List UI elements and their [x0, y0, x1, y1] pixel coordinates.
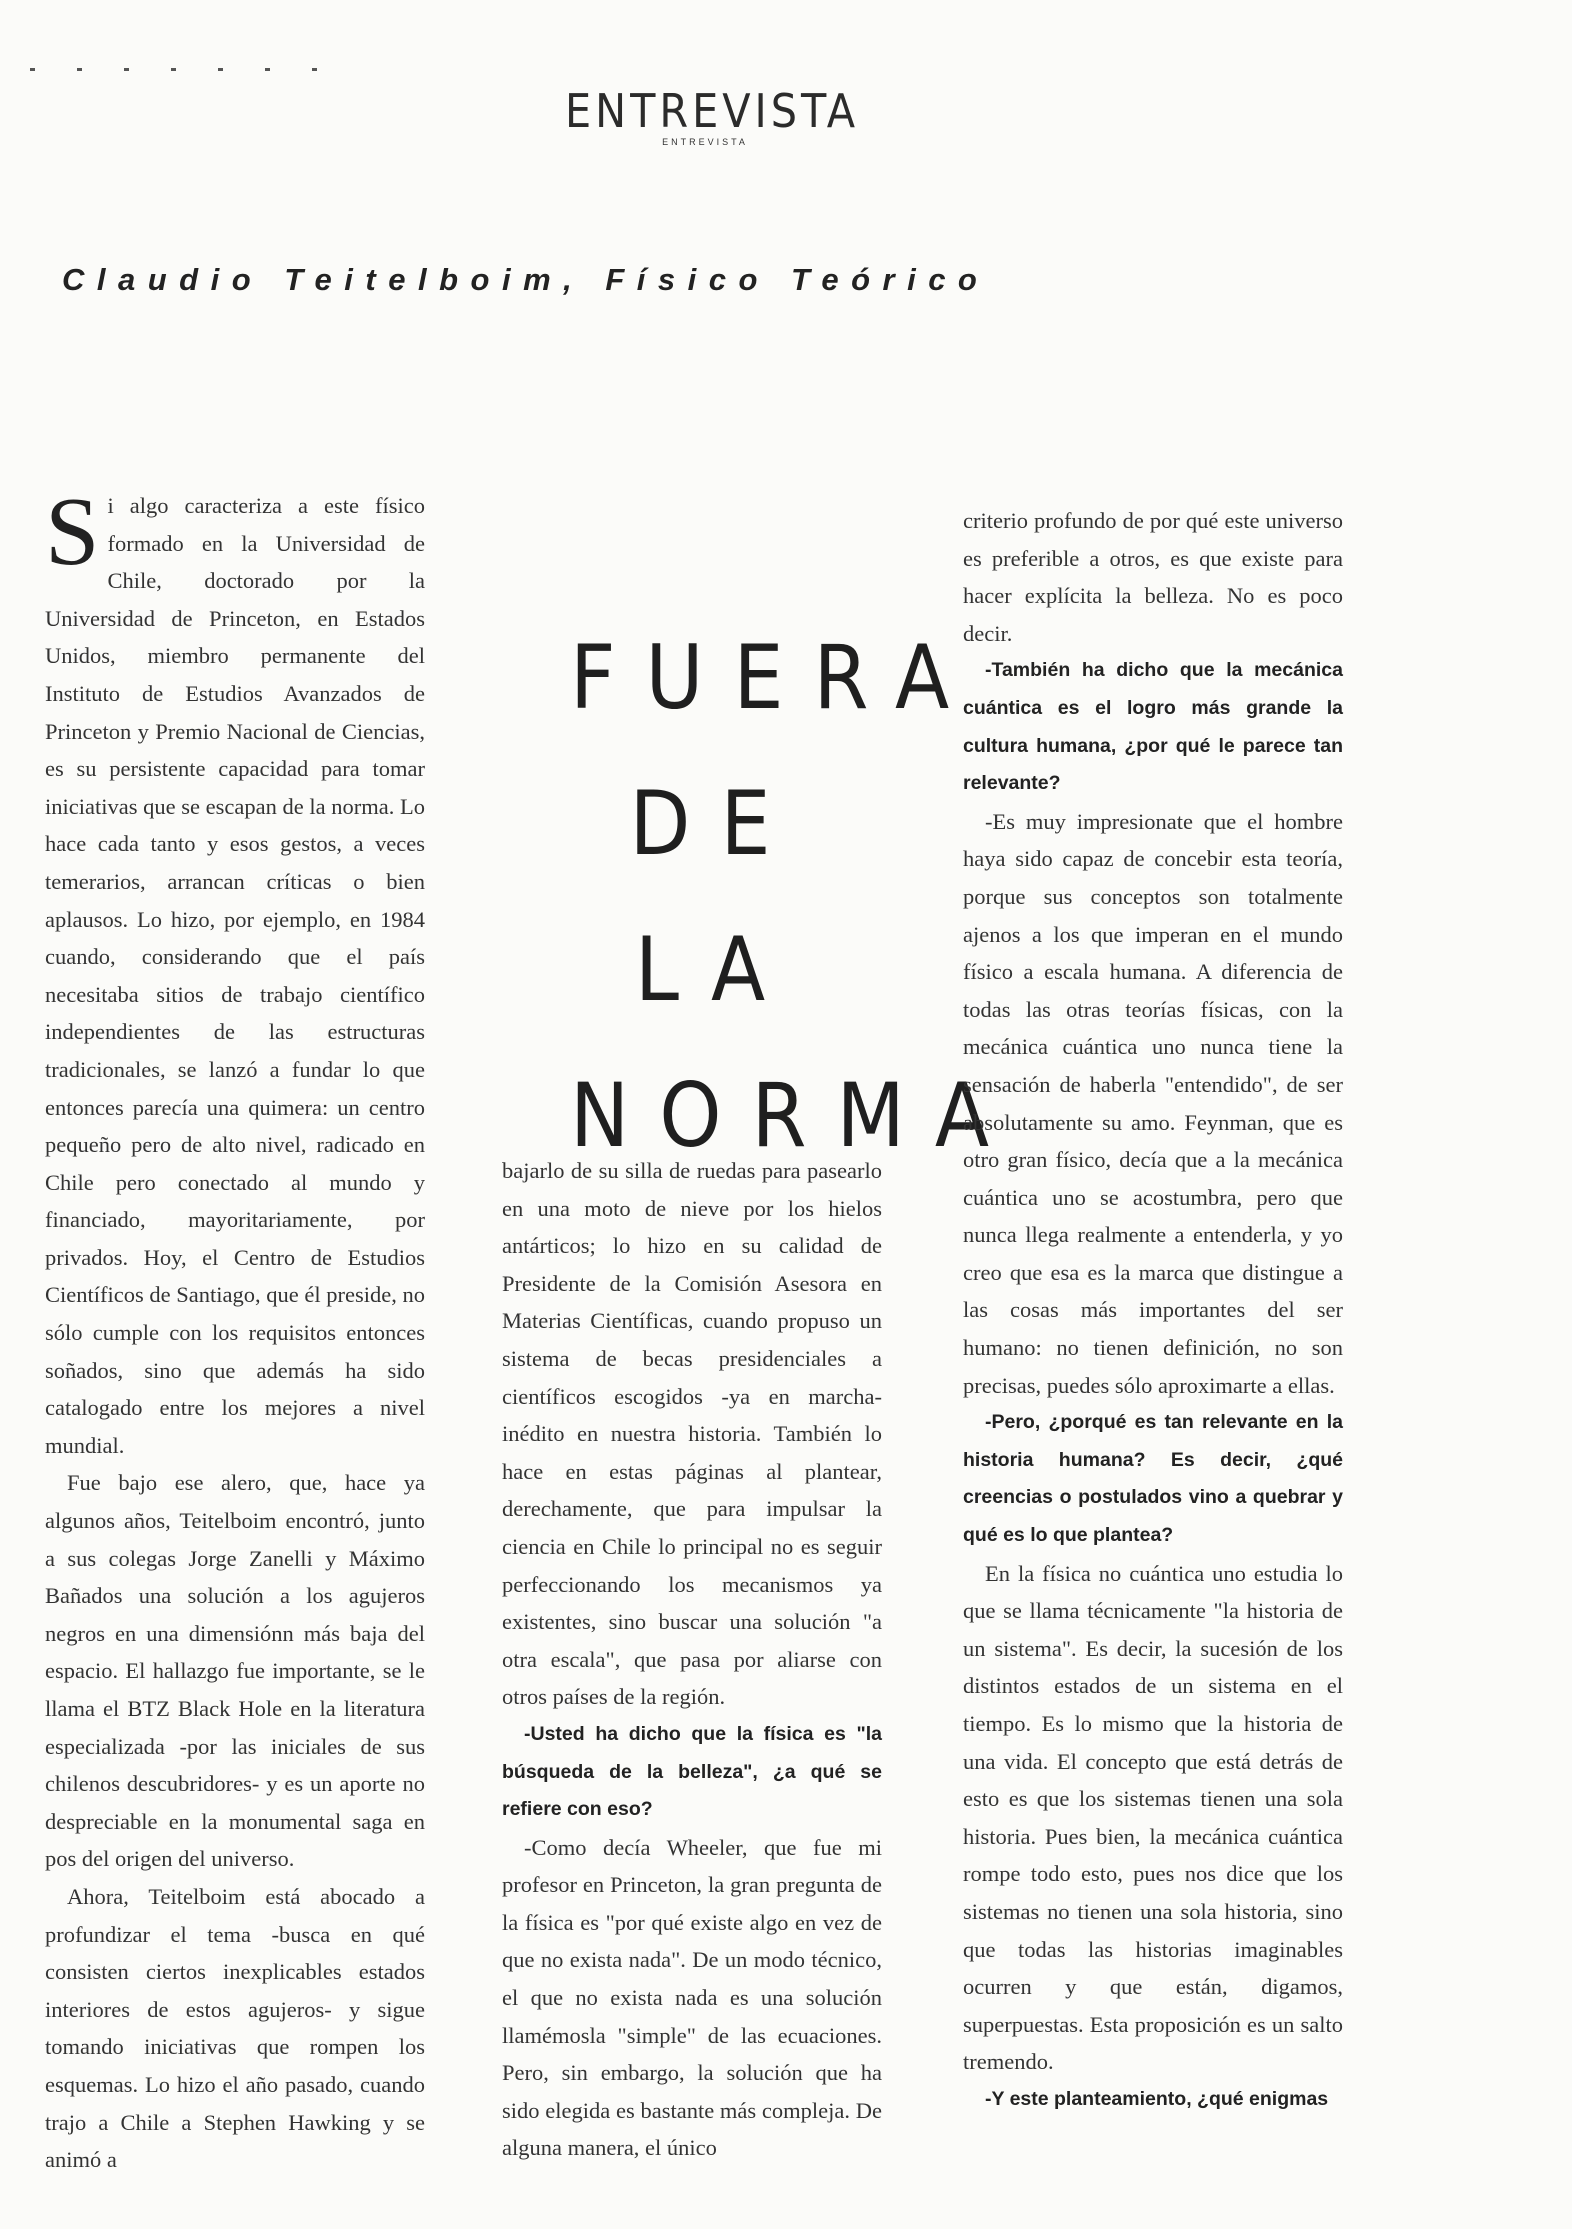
title-line-1: FUERA — [570, 626, 980, 729]
intro-paragraph-2: Fue bajo ese alero, que, hace ya algunos años, Teitelboim encontró, junto a sus colegas Jorge Zanelli y Máximo Bañados una solución a los agujeros negros en una dimensiónn más baja del espacio. El hallazgo fue importante, se le llama el BTZ Black Hole en la literatura especializada -por las iniciales de sus chilenos descubridores- y es un aporte no despreciable en la monumental saga en pos del origen del universo. — [45, 1470, 425, 1872]
section-label — [565, 84, 860, 147]
column-middle — [502, 1152, 882, 2167]
speck — [77, 68, 82, 71]
right-paragraph-1: criterio profundo de por qué este universo es preferible a otros, es que existe para hacer explícita la belleza. No es poco decir. — [963, 508, 1343, 646]
question-3: -Pero, ¿porqué es tan relevante en la historia humana? Es decir, ¿qué creencias o postulados vino a quebrar y qué es lo que plantea? — [963, 1411, 1343, 1547]
column-left — [45, 478, 425, 2179]
speck — [124, 68, 129, 71]
title-line-2: DE LA — [629, 772, 801, 1021]
question-1: -Usted ha dicho que la física es "la búsqueda de la belleza", ¿a qué se refiere con eso? — [502, 1722, 882, 1821]
intro-paragraph-1 — [45, 478, 425, 1464]
intro-paragraph-3: Ahora, Teitelboim está abocado a profundizar el tema -busca en qué consisten ciertos inexplicables estados interiores de estos agujeros- y sigue tomando iniciativas que rompen los esquemas. Lo hizo el año pasado, cuando trajo a Chile a Stephen Hawking y se animó a — [45, 1883, 425, 2173]
speck — [171, 68, 176, 71]
scan-specks — [30, 68, 317, 71]
speck — [218, 68, 223, 71]
section-label-small: ENTREVISTA — [662, 137, 748, 147]
drop-cap: S — [45, 478, 100, 586]
answer-3: En la física no cuántica uno estudia lo que se llama técnicamente "la historia de un sistema". Es decir, la sucesión de los distintos estados de un sistema en el tiempo. Es lo mismo que la historia de una vida. El concepto que está detrás de esto es que los sistemas tienen una sola historia. Pues bien, la mecánica cuántica rompe todo esto, pues nos dice que los sistemas no tienen una sola historia, sino que todas las historias imaginables ocurren y que están, digamos, superpuestas. Esta proposición es un salto tremendo. — [963, 1560, 1343, 2075]
question-4: -Y este planteamiento, ¿qué enigmas — [985, 2087, 1329, 2110]
answer-2: -Es muy impresionate que el hombre haya sido capaz de concebir esta teoría, porque sus conceptos son totalmente ajenos a los que imperan en el mundo físico a escala humana. A diferencia de todas las otras teorías físicas, con la mecánica cuántica uno nunca tiene la sensación de haberla "entendido", de ser absolutamente su amo. Feynman, que es otro gran físico, decía que a la mecánica cuántica uno se acostumbra, pero que nunca llega realmente a entenderla, y yo creo que esa es la marca que distingue a las cosas más importantes del ser humano: no tienen definición, no son precisas, puedes sólo aproximarte a ellas. — [963, 808, 1343, 1398]
speck — [265, 68, 270, 71]
answer-1: -Como decía Wheeler, que fue mi profesor en Princeton, la gran pregunta de la física es "por qué existe algo en vez de que no exista nada". De un modo técnico, el que no exista nada es una solución llamémosla "simple" de las ecuaciones. Pero, sin embargo, la solución que ha sido elegida es bastante más compleja. De alguna manera, el único — [502, 1834, 882, 2161]
question-2: -También ha dicho que la mecánica cuántica es el logro más grande la cultura humana, ¿por qué le parece tan relevante? — [963, 659, 1343, 795]
speck — [30, 68, 35, 71]
article-title — [540, 605, 1019, 1189]
section-label-text: ENTREVISTA — [565, 84, 860, 138]
interviewee-headline: Claudio Teitelboim, Físico Teórico — [62, 262, 990, 297]
column-right — [963, 502, 1343, 2119]
intro-paragraph-1-text: i algo caracteriza a este físico formado en la Universidad de Chile, doctorado por la Universidad de Princeton, en Estados Unidos, miembro permanente del Instituto de Estudios Avanzados de Princeton y Premio Nacional de Ciencias, es su persistente capacidad para tomar iniciativas que se escapan de la norma. Lo hace cada tanto y esos gestos, a veces temerarios, arrancan críticas o bien aplausos. Lo hizo, por ejemplo, en 1984 cuando, considerando que el país necesitaba sitios de trabajo científico independientes de las estructuras tradicionales, se lanzó a fundar lo que entonces parecía una quimera: un centro pequeño pero de alto nivel, radicado en Chile pero conectado al mundo y financiado, mayoritariamente, por privados. Hoy, el Centro de Estudios Científicos de Santiago, que él preside, no sólo cumple con los requisitos entonces soñados, sino que además ha sido catalogado entre los mejores a nivel mundial. — [45, 493, 425, 1458]
speck — [312, 68, 317, 71]
title-line-3: NORMA — [570, 1064, 1019, 1167]
middle-paragraph-1: bajarlo de su silla de ruedas para pasearlo en una moto de nieve por los hielos antárticos; lo hizo en su calidad de Presidente de la Comisión Asesora en Materias Científicas, cuando propuso un sistema de becas presidenciales a científicos escogidos -ya en marcha- inédito en nuestra historia. También lo hace en estas páginas al plantear, derechamente, que para impulsar la ciencia en Chile lo principal no es seguir perfeccionando los mecanismos ya existentes, sino buscar una solución "a otra escala", que pasa por aliarse con otros países de la región. — [502, 1158, 882, 1710]
